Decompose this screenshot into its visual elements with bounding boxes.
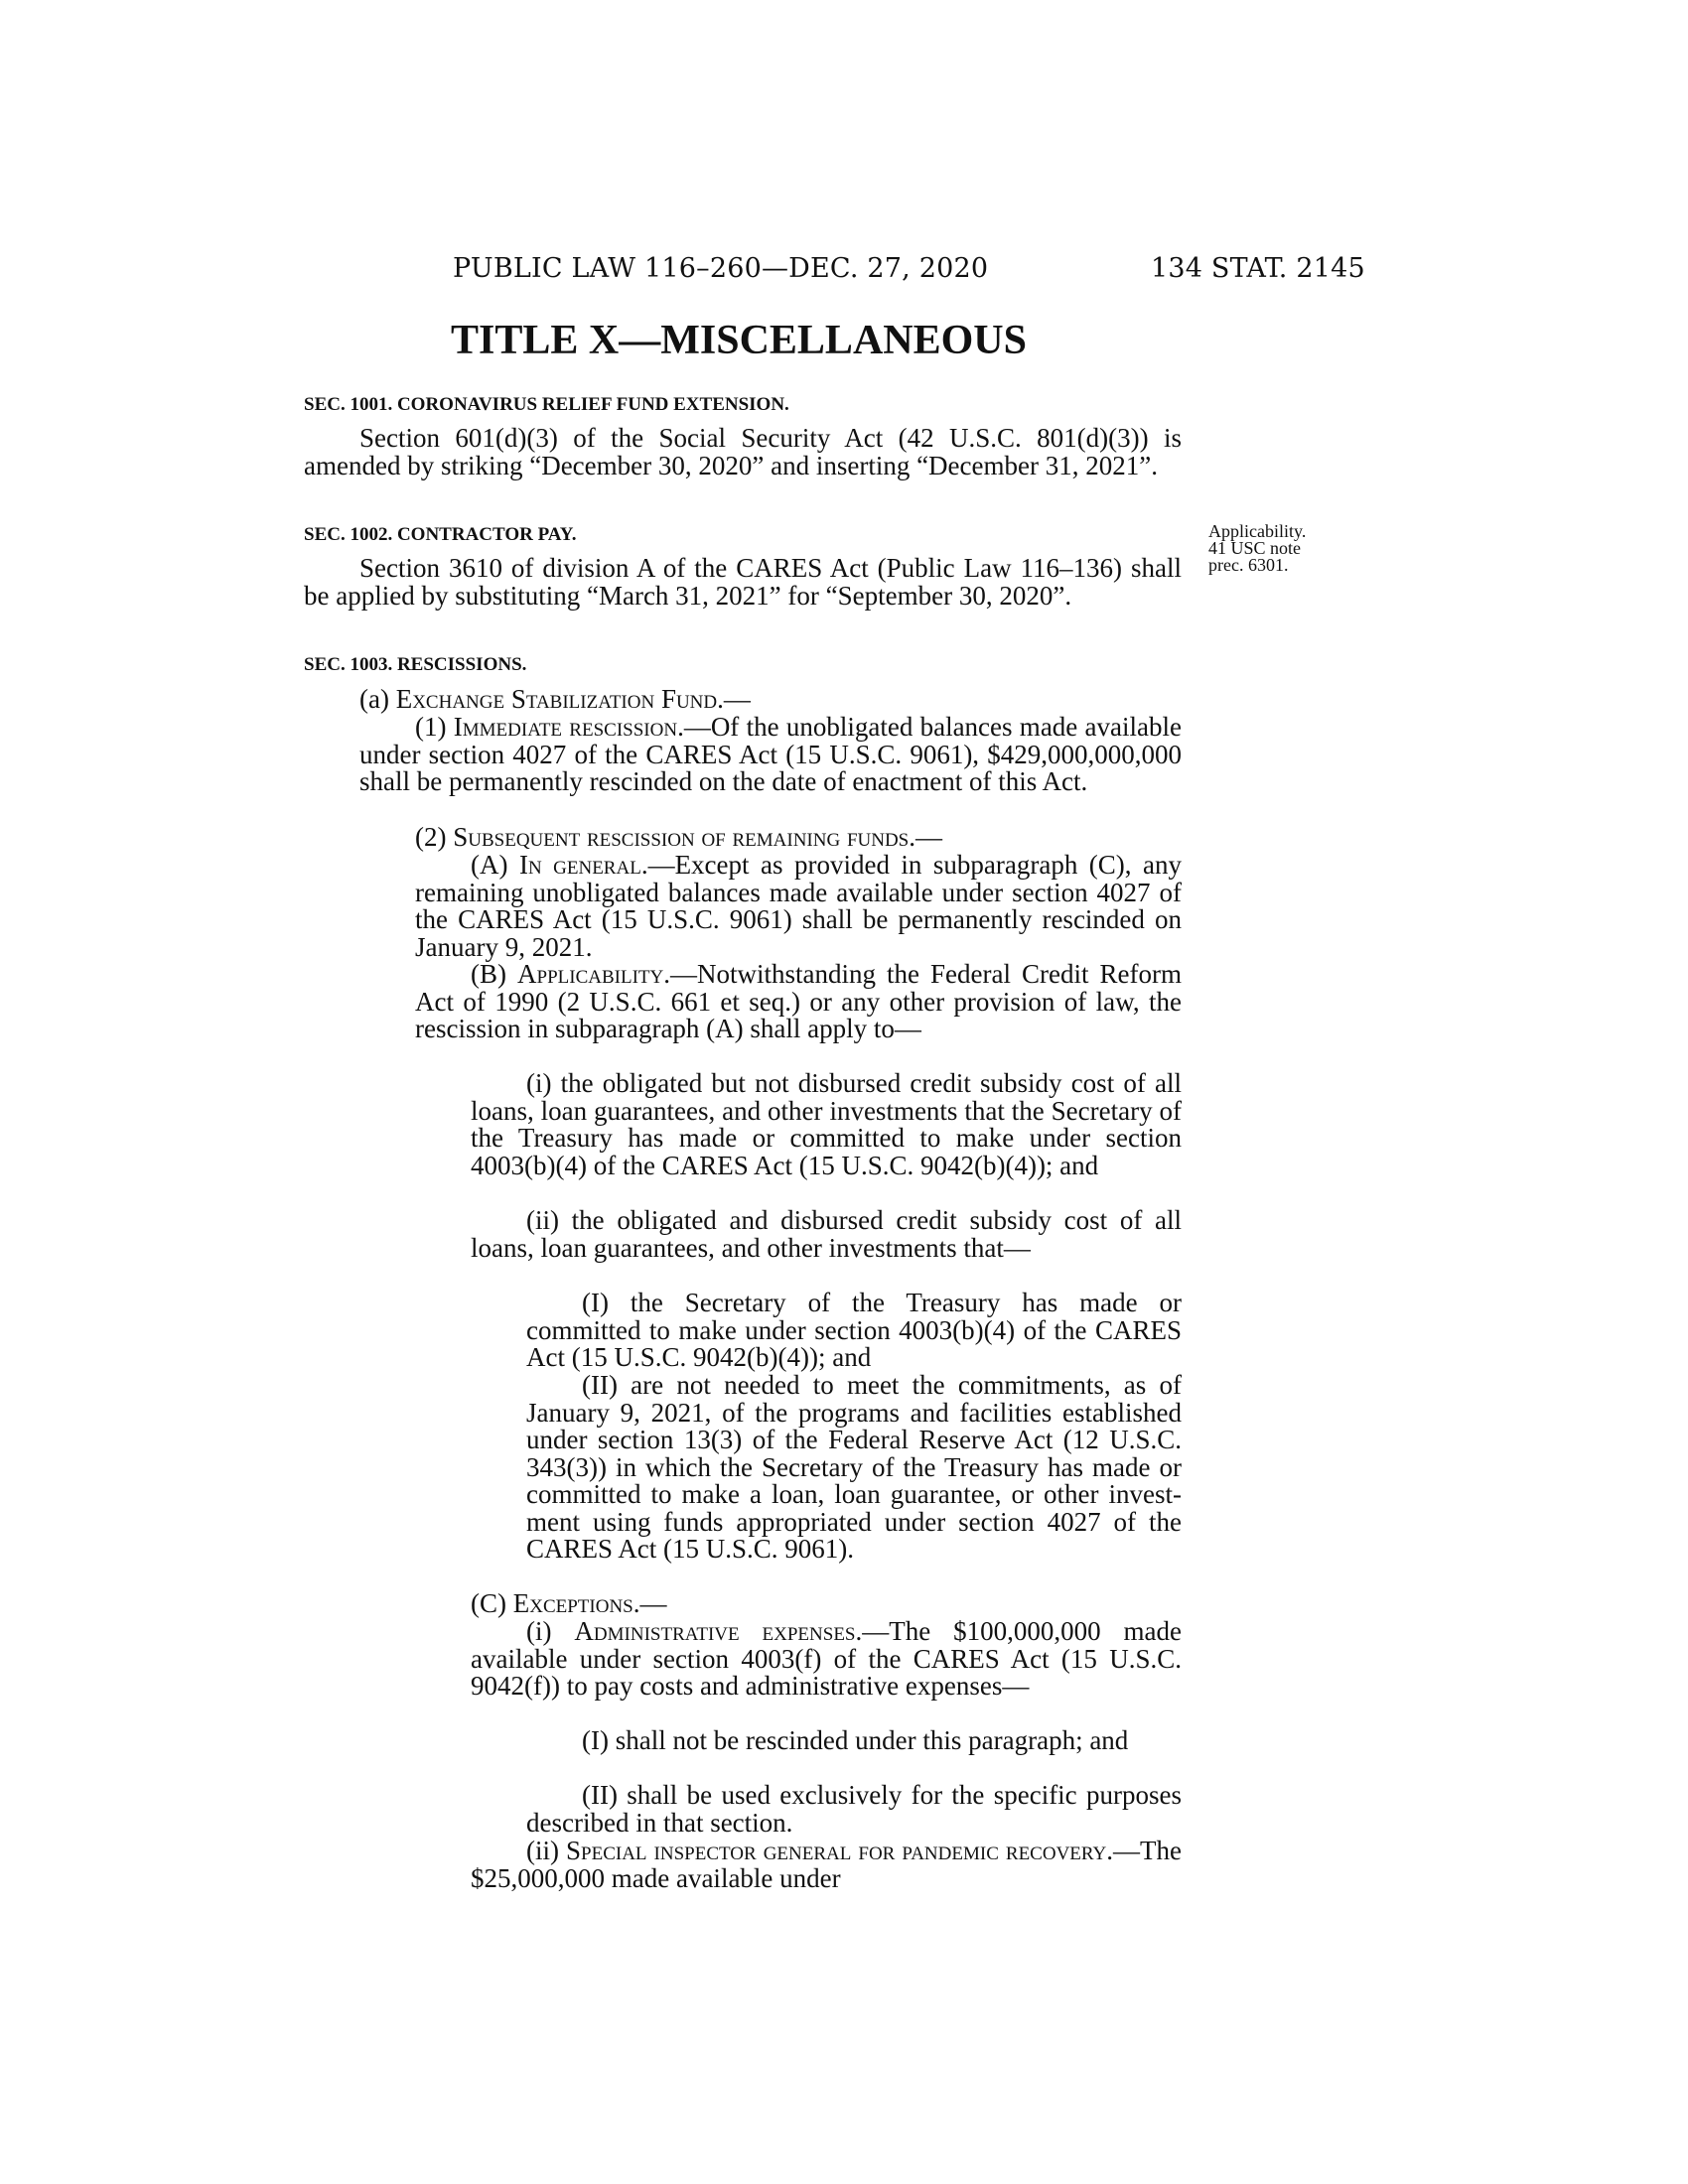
subparagraph-A-text: .—Except as provided in subparagraph (C), any remaining unobligated balances made available under section 4027 of the CARES Act (15 U.S.C. 9061) shall be permanently rescinded on January 9, 2021. xyxy=(415,850,1182,962)
subsection-a xyxy=(359,686,1182,714)
paragraph-a2-dash: .— xyxy=(909,822,942,852)
title-heading: TITLE X—MISCELLANEOUS xyxy=(451,318,1027,363)
subparagraph-B-label: (B) xyxy=(471,959,518,989)
sec-1001-text: Section 601(d)(3) of the Social Security Act (42 U.S.C. 801(d)(3)) is amended by striking “December 30, 2020” and inserting “December 31, 2021”. xyxy=(304,423,1182,480)
paragraph-a2 xyxy=(415,824,1182,852)
subclause-C-i-II: (II) shall be used exclusively for the specific purposes described in that section. xyxy=(526,1780,1182,1838)
margin-note-line: 41 USC note xyxy=(1208,538,1302,558)
paragraph-a1 xyxy=(359,714,1182,796)
clause-C-i-text: .—The $100,000,000 made available under section 4003(f) of the CARES Act (15 U.S.C. 9042(f)) to pay costs and administrative expenses— xyxy=(471,1616,1183,1701)
margin-note-line: prec. 6301. xyxy=(1208,555,1289,575)
clause-C-ii-title: Special inspector general for pandemic recovery xyxy=(566,1836,1107,1865)
margin-note-line: Applicability. xyxy=(1208,521,1307,541)
subparagraph-A-label: (A) xyxy=(471,850,519,880)
subparagraph-C-dash: .— xyxy=(633,1588,667,1618)
subparagraph-A-title: In general xyxy=(518,850,641,880)
margin-note xyxy=(1208,523,1306,574)
subparagraph-B-title: Applicability xyxy=(517,959,664,989)
paragraph-a1-title: Immediate rescission xyxy=(453,712,678,742)
subparagraph-A xyxy=(415,852,1182,961)
subsection-a-label: (a) xyxy=(359,684,396,714)
subsection-a-title: Exchange Stabilization Fund xyxy=(395,684,718,714)
running-head-right: 134 STAT. 2145 xyxy=(1151,253,1365,284)
subclause-B-ii-II: (II) are not needed to meet the commitments, as of January 9, 2021, of the programs and facilities established under section 13(3) of the Federal Reserve Act (12 U.S.C. 343(3)) in which the Secretary of the Treasury has made or committed to make a loan, loan guarantee, or other investment using funds appropriated under section 4027 of the CARES Act (15 U.S.C. 9061). xyxy=(526,1370,1182,1564)
clause-C-i xyxy=(471,1618,1182,1701)
running-head-left: PUBLIC LAW 116–260—DEC. 27, 2020 xyxy=(453,253,989,284)
paragraph-a2-title: Subsequent rescission of remaining funds xyxy=(453,822,910,852)
clause-B-ii: (ii) the obligated and disbursed credit subsidy cost of all loans, loan guarantees, and other investments that— xyxy=(471,1205,1182,1263)
subclause-C-i-I: (I) shall not be rescinded under this paragraph; and xyxy=(582,1725,1129,1755)
sec-1002-text: Section 3610 of division A of the CARES Act (Public Law 116–136) shall be applied by substituting “March 31, 2021” for “September 30, 2020”. xyxy=(304,553,1182,611)
clause-B-i: (i) the obligated but not disbursed credit subsidy cost of all loans, loan guarantees, and other investments that the Secretary of the Treasury has made or committed to make under section 4003(b)(4) of the CARES Act (15 U.S.C. 9042(b)(4)); and xyxy=(471,1068,1182,1180)
clause-C-i-label: (i) xyxy=(526,1616,575,1646)
subparagraph-B-text: .—Notwithstanding the Federal Credit Reform Act of 1990 (2 U.S.C. 661 et seq.) or any other provision of law, the rescission in subparagraph (A) shall apply to— xyxy=(415,959,1182,1043)
clause-C-ii-text: .—The $25,000,000 made available under xyxy=(471,1836,1182,1893)
sec-1002-heading: SEC. 1002. CONTRACTOR PAY. xyxy=(304,524,577,545)
sec-1001-heading: SEC. 1001. CORONAVIRUS RELIEF FUND EXTENSION. xyxy=(304,394,789,415)
paragraph-a1-text: .—Of the unobligated balances made available under section 4027 of the CARES Act (15 U.S.C. 9061), $429,000,000,000 shall be permanently rescinded on the date of enactment of this Act. xyxy=(359,712,1182,796)
subsection-a-dash: .— xyxy=(717,684,751,714)
clause-C-i-title: Administrative expenses xyxy=(574,1616,856,1646)
sec-1003-heading: SEC. 1003. RESCISSIONS. xyxy=(304,654,527,675)
paragraph-a2-label: (2) xyxy=(415,822,454,852)
paragraph-a1-label: (1) xyxy=(415,712,454,742)
subclause-B-ii-I: (I) the Secretary of the Treasury has made or committed to make under section 4003(b)(4) of the CARES Act (15 U.S.C. 9042(b)(4)); and xyxy=(526,1288,1182,1372)
subparagraph-C-label: (C) xyxy=(471,1588,513,1618)
subparagraph-B xyxy=(415,961,1182,1043)
clause-C-ii-label: (ii) xyxy=(526,1836,567,1865)
subparagraph-C-title: Exceptions xyxy=(512,1588,633,1618)
subparagraph-C xyxy=(471,1590,1182,1618)
clause-C-ii xyxy=(471,1838,1182,1892)
